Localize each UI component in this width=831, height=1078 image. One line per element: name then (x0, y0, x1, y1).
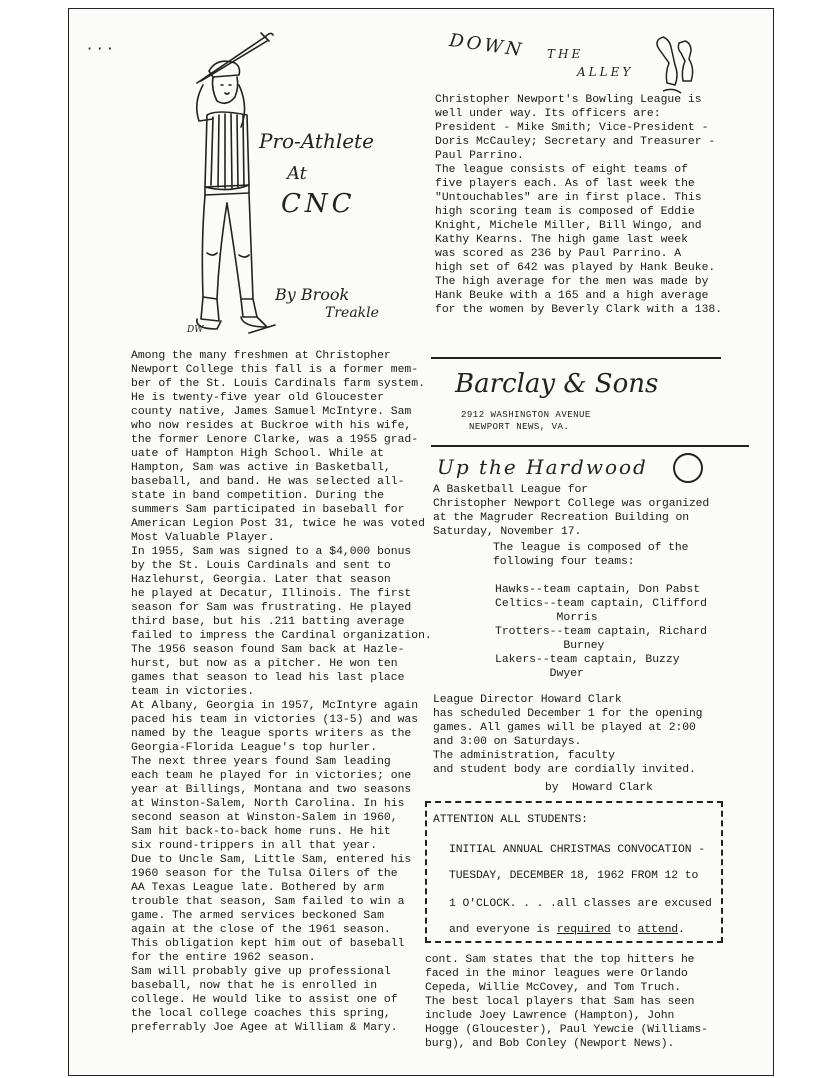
hardwood-schedule: League Director Howard Clark has scheduled December 1 for the opening games. All games will be played at 2:00 and 3:00 on Saturdays. (433, 694, 703, 748)
article-paragraph: Sam will probably give up professional baseball, now that he is enrolled in college. He would like to assist one of the local college coaches this spring, preferrably Joe Agee at William & Mary. (131, 966, 398, 1034)
ad-address-line1: 2912 WASHINGTON AVENUE (461, 410, 591, 420)
pro-athlete-article (131, 349, 431, 1035)
list-item: Trotters--team captain, Richard Burney (495, 626, 707, 652)
hardwood-byline: by Howard Clark (545, 782, 653, 794)
list-item: Lakers--team captain, Buzzy Dwyer (495, 654, 680, 680)
article-paragraph: Due to Uncle Sam, Little Sam, entered his 1960 season for the Tulsa Oilers of the AA Texas League late. Bothered by arm trouble that season, Sam failed to win a game. The armed services beckoned Sam again at the close of the 1961 season. This obligation kept him out of baseball for the entire 1962 season. (131, 854, 412, 964)
list-item: Hawks--team captain, Don Pabst (495, 584, 701, 596)
pro-athlete-heading-line3: CNC (281, 189, 356, 219)
pro-athlete-heading-line1: Pro-Athlete (259, 129, 374, 153)
attend-underlined: attend (637, 924, 679, 936)
alley-article (435, 93, 765, 317)
required-underlined: required (556, 924, 611, 936)
alley-paragraph: Christopher Newport's Bowling League is well under way. Its officers are: President - Mike Smith; Vice-President - Doris McCauley; Secretary and Treasurer - Paul Parrino. (435, 94, 716, 162)
article-paragraph: In 1955, Sam was signed to a $4,000 bonus by the St. Louis Cardinals and sent to Hazlehurst, Georgia. Later that season he played at Decatur, Illinois. The first season for Sam was frustrating. He played third base, but his .211 batting average failed to impress the Cardinal organization. (131, 546, 432, 642)
basketball-icon (673, 453, 703, 483)
stray-marks: · · · (87, 39, 113, 58)
hardwood-heading: Up the Hardwood (437, 455, 648, 479)
pro-athlete-byline-line2: Treakle (325, 305, 379, 321)
notice-line2: TUESDAY, DECEMBER 18, 1962 FROM 12 to (449, 870, 699, 882)
article-paragraph: The 1956 season found Sam back at Hazle- hurst, but now as a pitcher. He won ten games that season to lead his last place team in victories. (131, 644, 405, 698)
hardwood-team-list (495, 583, 707, 681)
list-item: Celtics--team captain, Clifford Morris (495, 598, 707, 624)
pro-athlete-continuation: cont. Sam states that the top hitters he faced in the minor leagues were Orlando Cepeda, Willie McCovey, and Tom Truch. The best local players that Sam has seen include Joey Lawrence (Hampton), John Hogge (Gloucester), Paul Yewcie (Williams- burg), and Bob Conley (Newport News). (425, 954, 708, 1050)
ad-bottom-rule (431, 445, 749, 447)
artist-initials: DW (187, 325, 204, 335)
newspaper-page (68, 8, 774, 1076)
pro-athlete-byline-line1: By Brook (275, 285, 350, 304)
notice-line1: INITIAL ANNUAL CHRISTMAS CONVOCATION - (449, 844, 705, 856)
notice-line4: and everyone is required to attend. (449, 924, 685, 936)
baseball-player-illustration (157, 23, 277, 341)
attention-notice-box (425, 801, 723, 943)
hardwood-invitation: The administration, faculty and student body are cordially invited. (433, 750, 696, 776)
alley-heading-word1: DOWN (447, 29, 526, 62)
pro-athlete-heading-line2: At (287, 163, 307, 184)
article-paragraph: At Albany, Georgia in 1957, McIntyre again paced his team in victories (13-5) and was named by the league sports writers as the Georgia-Florida League's top hurler. (131, 700, 419, 754)
alley-heading-word3: ALLEY (577, 65, 634, 79)
notice-heading: ATTENTION ALL STUDENTS: (433, 814, 588, 826)
notice-line3: 1 O'CLOCK. . . .all classes are excused (449, 898, 712, 910)
ad-brand: Barclay & Sons (455, 369, 659, 399)
alley-heading-word2: THE (547, 47, 584, 61)
hardwood-intro: A Basketball League for Christopher Newport College was organized at the Magruder Recreation Building on Saturday, November 17. (433, 484, 710, 538)
hardwood-teams-intro: The league is composed of the following four teams: (493, 542, 689, 568)
bowling-pins-icon (649, 33, 699, 95)
alley-paragraph: The league consists of eight teams of five players each. As of last week the "Untouchables" are in first place. This high scoring team is composed of Eddie Knight, Michele Miller, Bill Wingo, and Kathy Kearns. The high game last week was scored as 236 by Paul Parrino. A high set of 642 was played by Hank Beuke. The high average for the men was made by Hank Beuke with a 165 and a high average for the women by Beverly Clark with a 138. (435, 164, 723, 316)
article-paragraph: Among the many freshmen at Christopher Newport College this fall is a former mem- ber of the St. Louis Cardinals farm system. He is twenty-five year old Gloucester county native, James Samuel McIntyre. Sam who now resides at Buckroe with his wife, the former Lenore Clarke, was a 1955 grad- uate of Hampton High School. While at Hampton, Sam was active in Basketball, baseball, and band. He was selected all- state in band competition. During the summers Sam participated in baseball for American Legion Post 31, twice he was voted Most Valuable Player. (131, 350, 425, 544)
ad-top-rule (431, 357, 721, 359)
article-paragraph: The next three years found Sam leading each team he played for in victories; one year at Billings, Montana and two seasons at Winston-Salem, North Carolina. In his second season at Winston-Salem in 1960, Sam hit back-to-back home runs. He hit six round-trippers in all that year. (131, 756, 412, 852)
ad-address-line2: NEWPORT NEWS, VA. (469, 422, 570, 432)
